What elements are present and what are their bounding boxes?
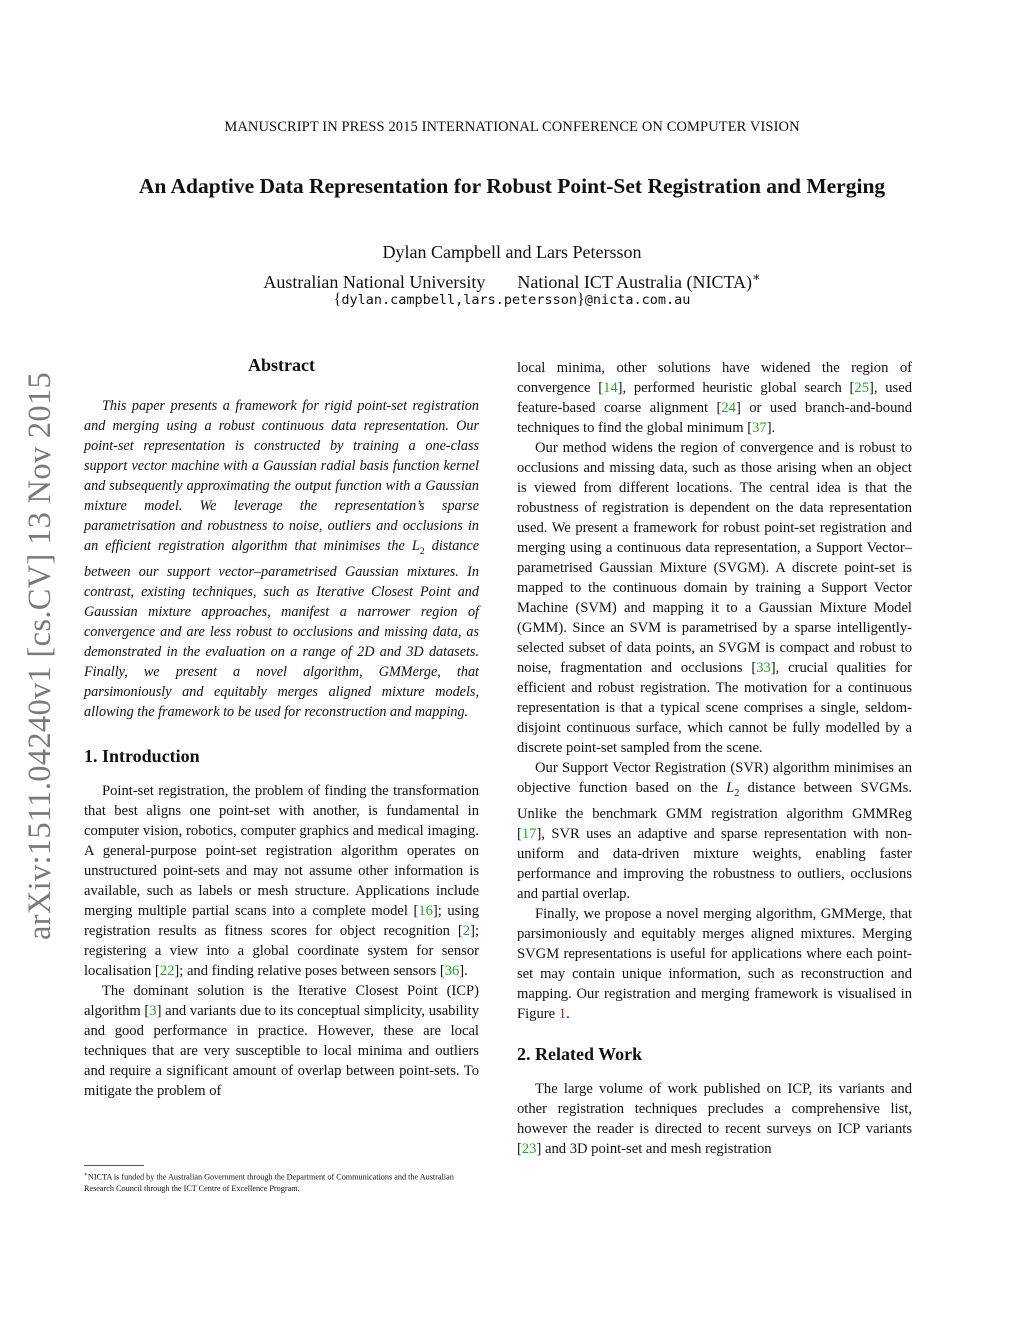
intro-p1-d: ]; and finding relative poses between sensors [ [174,962,445,979]
l2-subscript: 2 [419,545,425,557]
citation-17[interactable]: 17 [521,825,537,842]
citation-2[interactable]: 2 [462,922,471,939]
right-column [517,358,912,1159]
citation-37[interactable]: 37 [752,420,767,436]
intro-paragraph-2 [84,981,479,1101]
footnote-mark: ∗ [752,270,761,284]
introduction-heading: 1. Introduction [84,745,200,766]
right-p0-d: ] or used branch-and-bound techniques to find the global minimum [ [517,400,912,436]
right-p0-a: local minima, other solutions have widened the region of convergence [ [517,360,912,396]
left-column [84,355,479,1101]
intro-p1-e: ]. [459,962,468,979]
citation-25[interactable]: 25 [854,380,870,396]
right-p3-b: . [566,1005,570,1022]
right-p2-c: ], SVR uses an adaptive and sparse representation with non-uniform and data-driven mixture weights, enabling faster performance and improving the robustness to outliers, occlusions and partial overlap. [517,825,912,902]
footnote-text: NICTA is funded by the Australian Government through the Department of Communications and the Australian Research Council through the ICT Centre of Excellence Program. [84,1172,454,1193]
intro-p1-b: ]; using registration results as fitness scores for object recognition [ [84,902,479,939]
related-work-heading: 2. Related Work [517,1043,643,1064]
email-brace-close: } [577,291,585,308]
right-p0-b: ], performed heuristic global search [ [617,380,855,396]
citation-22[interactable]: 22 [159,962,175,979]
email-brace-open: { [333,291,342,308]
citation-16[interactable]: 16 [418,902,433,919]
right-p0-c: ], used feature-based coarse alignment [ [517,380,912,416]
right-p1-a: Our method widens the region of convergence and is robust to occlusions and missing data, such as those arising when an object is viewed from different locations. The central idea is that the robustness of registration is dependent on the data representation used. We present a framework for robust point-set registration and merging using a continuous data representation, a Support Vector–parametrised Gaussian Mixture (SVGM). A discrete point-set is mapped to the continuous domain by training a Support Vector Machine (SVM) and mapping it to a Gaussian Mixture Model (GMM). Since an SVM is parametrised by a sparse intelligently-selected subset of data points, an SVGM is compact and robust to noise, fragmentation and occlusions [ [517,440,912,676]
email-names: dylan.campbell,lars.petersson [341,292,578,308]
abstract-part-2: distance between our support vector–parametrised Gaussian mixtures. In contrast, existing techniques, such as Iterative Closest Point and Gaussian mixture approaches, manifest a narrower region of convergence and are less robust to occlusions and missing data, as demonstrated in the evaluation on a range of 2D and 3D datasets. Finally, we present a novel algorithm, GMMerge, that parsimoniously and equitably merges aligned mixture models, allowing the framework to be used for reconstruction and mapping. [84,538,479,720]
intro-p1-c: ]; registering a view into a global coordinate system for sensor localisation [ [84,922,479,979]
affiliation-nicta-label: National ICT Australia (NICTA) [517,272,753,292]
paper-title: An Adaptive Data Representation for Robust Point-Set Registration and Merging [138,174,886,198]
citation-14[interactable]: 14 [603,380,618,396]
footnote [84,1170,480,1194]
l2-symbol [411,538,425,557]
right-p0-e: ]. [766,420,776,436]
l2-letter-2: L [726,780,735,796]
l2-subscript-2: 2 [734,787,740,799]
abstract-text [84,396,479,722]
right-paragraph-2 [517,758,912,904]
citation-23[interactable]: 23 [521,1140,537,1157]
affiliation-anu: Australian National University [263,272,486,292]
citation-24[interactable]: 24 [721,400,736,416]
intro-p2-b: ] and variants due to its conceptual simplicity, usability and good performance in practice. However, these are local techniques that are very susceptible to local minima and outliers and require a significant amount of overlap between point-sets. To mitigate the problem of [84,1002,479,1099]
footnote-divider [84,1165,144,1166]
right-paragraph-3 [517,904,912,1024]
abstract-heading: Abstract [248,355,315,375]
right-p2-b: distance between SVGMs. Unlike the benchmark GMM registration algorithm GMMReg [ [517,780,912,842]
right-p1-b: ], crucial qualities for efficient and robust registration. The motivation for a continuous representation is that a typical scene comprises a single, seldom-disjoint continuous surface, which cannot be fully modelled by a discrete point-set sampled from the scene. [517,660,912,756]
citation-33[interactable]: 33 [756,660,771,676]
email-domain: @nicta.com.au [584,292,691,308]
right-p4-b: ] and 3D point-set and mesh registration [536,1140,772,1157]
author-email [0,291,1024,309]
l2-symbol-2 [726,780,740,799]
right-p4-a: The large volume of work published on ICP, its variants and other registration techniques precludes a comprehensive list, however the reader is directed to recent surveys on ICP variants [ [517,1080,912,1157]
figure-1-reference[interactable]: 1 [558,1005,567,1022]
right-paragraph-0 [517,358,912,438]
right-paragraph-1 [517,438,912,758]
right-p2-a: Our Support Vector Registration (SVR) algorithm minimises an objective function based on the [517,760,912,796]
footnote-symbol: ∗ [84,1172,88,1178]
author-block [0,240,1024,295]
author-names: Dylan Campbell and Lars Petersson [382,242,642,262]
intro-paragraph-1 [84,781,479,981]
arxiv-sidebar-stamp: arXiv:1511.04240v1 [cs.CV] 13 Nov 2015 [22,371,58,940]
intro-p2-a: The dominant solution is the Iterative Closest Point (ICP) algorithm [ [84,982,479,1019]
l2-letter: L [411,538,420,554]
citation-36[interactable]: 36 [444,962,460,979]
citation-3[interactable]: 3 [149,1002,157,1019]
right-p3-a: Finally, we propose a novel merging algorithm, GMMerge, that parsimoniously and equitably merges aligned mixtures. Merging SVGM representations is useful for applications where each point-set may contain unique information, such as reconstruction and mapping. Our registration and merging framework is visualised in Figure [517,905,912,1022]
abstract-part-1: This paper presents a framework for rigid point-set registration and merging using a robust continuous data representation. Our point-set representation is constructed by training a one-class support vector machine with a Gaussian radial basis function kernel and subsequently approximating the output function with a Gaussian mixture model. We leverage the representation’s sparse parametrisation and robustness to noise, outliers and occlusions in an efficient registration algorithm that minimises the [84,398,479,554]
intro-p1-a: Point-set registration, the problem of finding the transformation that best aligns one point-set with another, is fundamental in computer vision, robotics, computer graphics and medical imaging. A general-purpose point-set registration algorithm operates on unstructured point-sets and may not assume other information is available, such as labels or mesh structure. Applications include merging multiple partial scans into a complete model [ [84,782,479,919]
related-work-paragraph [517,1079,912,1159]
conference-header: MANUSCRIPT IN PRESS 2015 INTERNATIONAL CONFERENCE ON COMPUTER VISION [224,119,800,135]
